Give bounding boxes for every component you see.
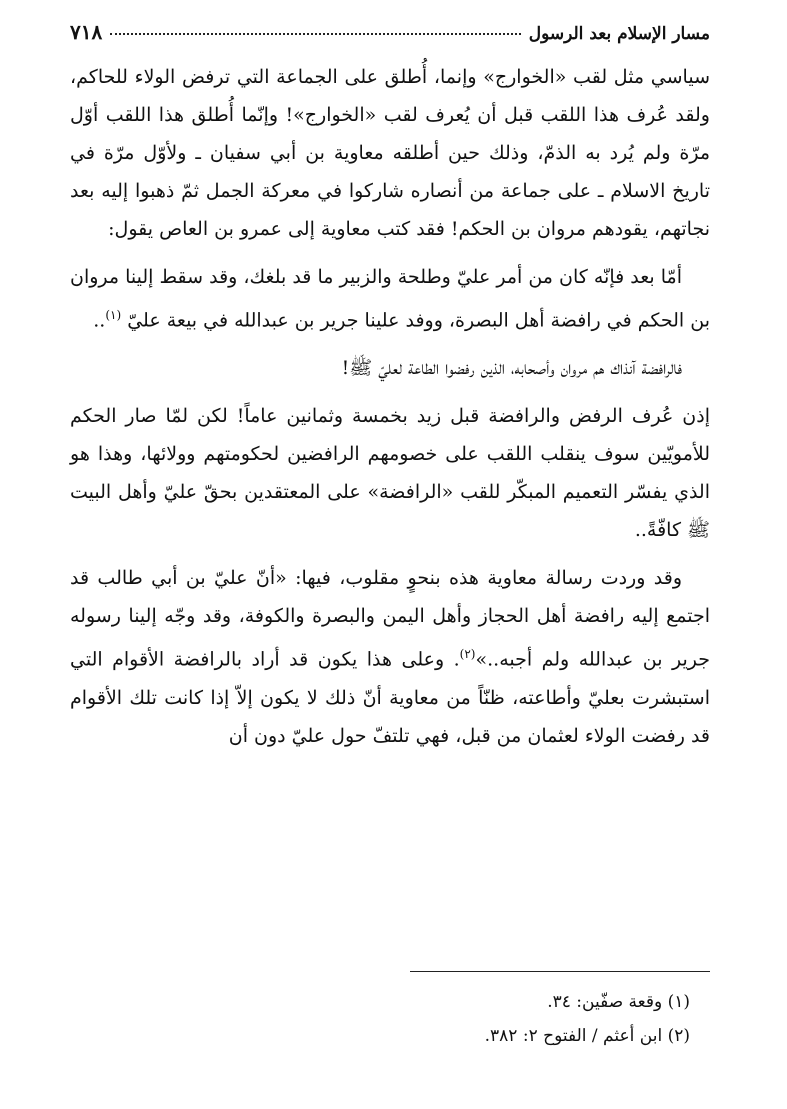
footnote-2: (٢) ابن أعثم / الفتوح ٢: ٣٨٢. — [484, 1026, 690, 1046]
paragraph-4: إذن عُرف الرفض والرافضة قبل زيد بخمسة وثمانين عاماً! لكن لمّا صار الحكم للأمويّين سوف ينقلب اللقب على خصومهم الرافضين لحكومتهم وولائها، وهذا هو الذي يفسّر التعميم المبكّر للقب «الرافضة» على المعتقدين بحقّ عليّ وأهل البيت ﷺ كافّةً.. — [70, 405, 710, 542]
paragraph-5-tail: . — [453, 648, 460, 671]
paragraph-quote-letter — [70, 258, 710, 339]
footnote-1: (١) وقعة صفّين: ٣٤. — [547, 992, 690, 1012]
main-text — [70, 58, 710, 755]
footnotes — [70, 985, 710, 1053]
footnote-separator — [410, 971, 710, 972]
running-title: مسار الإسلام بعد الرسول — [528, 24, 710, 44]
paragraph-5-text: وقد وردت رسالة معاوية هذه بنحوٍ مقلوب، فيها: «أنّ عليّ بن أبي طالب قد اجتمع إليه رافضة أهل الحجاز وأهل اليمن والبصرة والكوفة، وقد وجّه إلينا رسوله جرير بن عبدالله ولم أجبه..» — [70, 567, 710, 671]
footnote-ref-2: (٢) — [459, 647, 476, 662]
paragraph-1: سياسي مثل لقب «الخوارج» وإنما، أُطلق على الجماعة التي ترفض الولاء للحاكم، ولقد عُرف هذا اللقب قبل أن يُعرف لقب «الخوارج»! وإنّما أُطلق هذا اللقب أوّل مرّة ولم يُرد به الذمّ، وذلك حين أطلقه معاوية بن أبي سفيان ـ ولأوّل مرّة في تاريخ الاسلام ـ على جماعة من أنصاره شاركوا في معركة الجمل ثمّ ذهبوا إليه بعد نجاتهم، يقودهم مروان بن الحكم! فقد كتب معاوية إلى عمرو بن العاص يقول: — [70, 66, 710, 240]
quote-letter-text: أمّا بعد فإنّه كان من أمر عليّ وطلحة والزبير ما قد بلغك، وقد سقط إلينا مروان بن الحكم في رافضة أهل البصرة، ووفد علينا جرير بن عبدالله في بيعة عليّ — [70, 266, 710, 332]
paragraph-3: فالرافضة آنذاك هم مروان وأصحابه، الذين رفضوا الطاعة لعليّ ﷺ! — [341, 357, 682, 380]
header-dotted-leader — [110, 33, 521, 35]
footnote-ref-1: (١) — [105, 308, 122, 322]
paragraph-5-continuation: وعلى هذا يكون قد أراد بالرافضة الأقوام التي استبشرت بعليّ وأطاعته، ظنّاً من معاوية أنّ ذلك لا يكون إلاّ إذا كانت تلك الأقوام قد رفضت الولاء لعثمان من قبل، فهي تلتفّ حول عليّ دون أن — [70, 648, 710, 747]
book-page — [70, 20, 710, 1090]
paragraph-5 — [70, 559, 710, 754]
quote-letter-tail: .. — [93, 309, 106, 332]
page-header — [70, 20, 710, 58]
page-number: ٧١٨ — [70, 20, 103, 44]
